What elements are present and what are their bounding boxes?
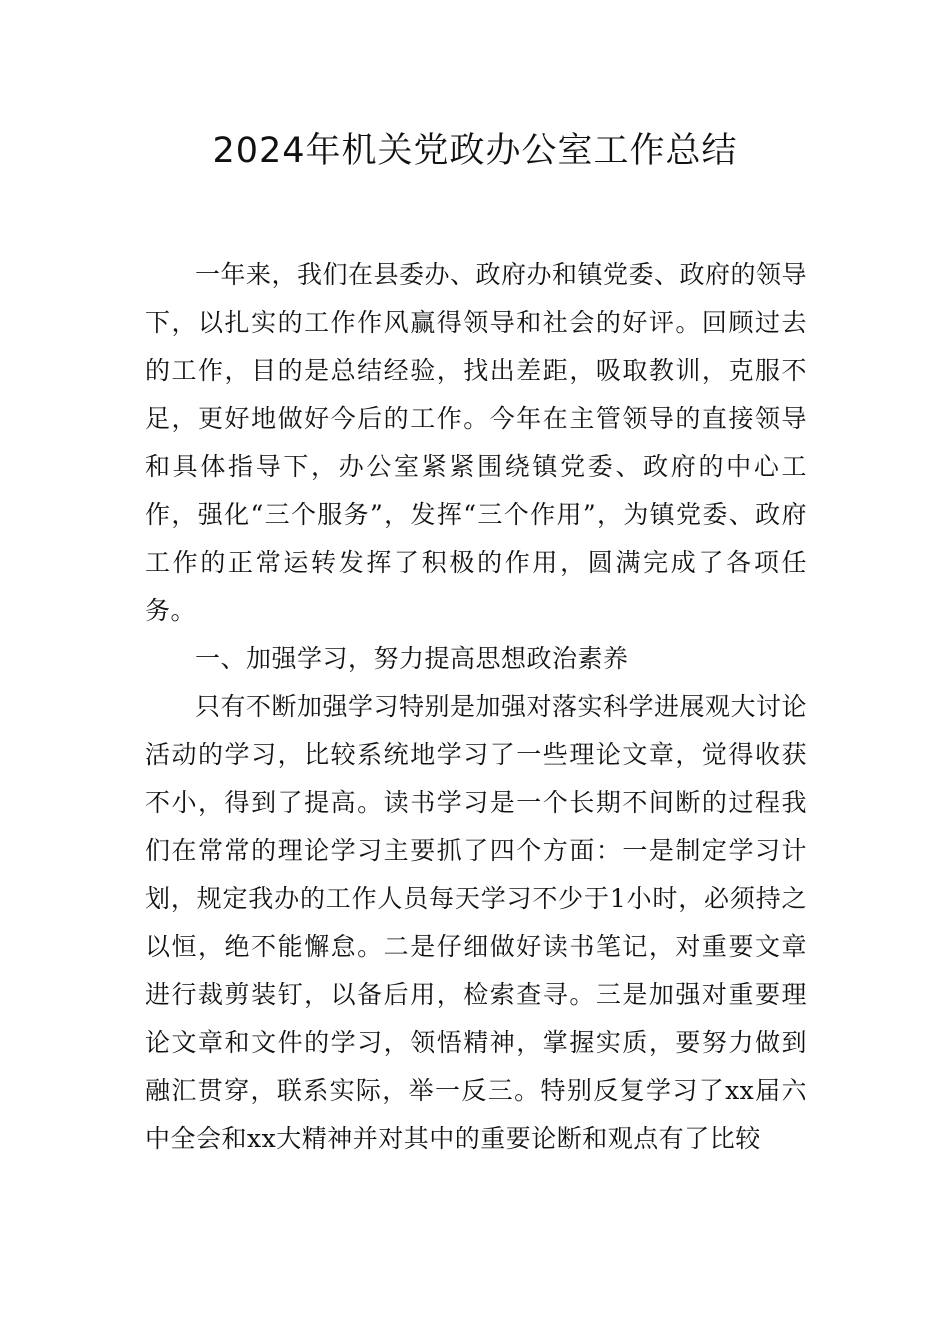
section-heading: 一、加强学习，努力提高思想政治素养: [195, 644, 629, 673]
body-paragraph: 只有不断加强学习特别是加强对落实科学进展观大讨论活动的学习，比较系统地学习了一些理论文章，觉得收获不小，得到了提高。读书学习是一个长期不间断的过程我们在常常的理论学习主要抓了四个方面：一是制定学习计划，规定我办的工作人员每天学习不少于1小时，必须持之以恒，绝不能懈怠。二是仔细做好读书笔记，对重要文章进行裁剪装钉，以备后用，检索查寻。三是加强对重要理论文章和文件的学习，领悟精神，掌握实质，要努力做到融汇贯穿，联系实际，举一反三。特别反复学习了xx届六中全会和xx大精神并对其中的重要论断和观点有了比较: [145, 692, 808, 1153]
intro-paragraph: 一年来，我们在县委办、政府办和镇党委、政府的领导下，以扎实的工作作风赢得领导和社会的好评。回顾过去的工作，目的是总结经验，找出差距，吸取教训，克服不足，更好地做好今后的工作。今年在主管领导的直接领导和具体指导下，办公室紧紧围绕镇党委、政府的中心工作，强化“三个服务”，发挥“三个作用”，为镇党委、政府工作的正常运转发挥了积极的作用，圆满完成了各项任务。: [145, 260, 808, 625]
document-body: [145, 251, 807, 1163]
document-title: 2024年机关党政办公室工作总结: [212, 131, 738, 171]
